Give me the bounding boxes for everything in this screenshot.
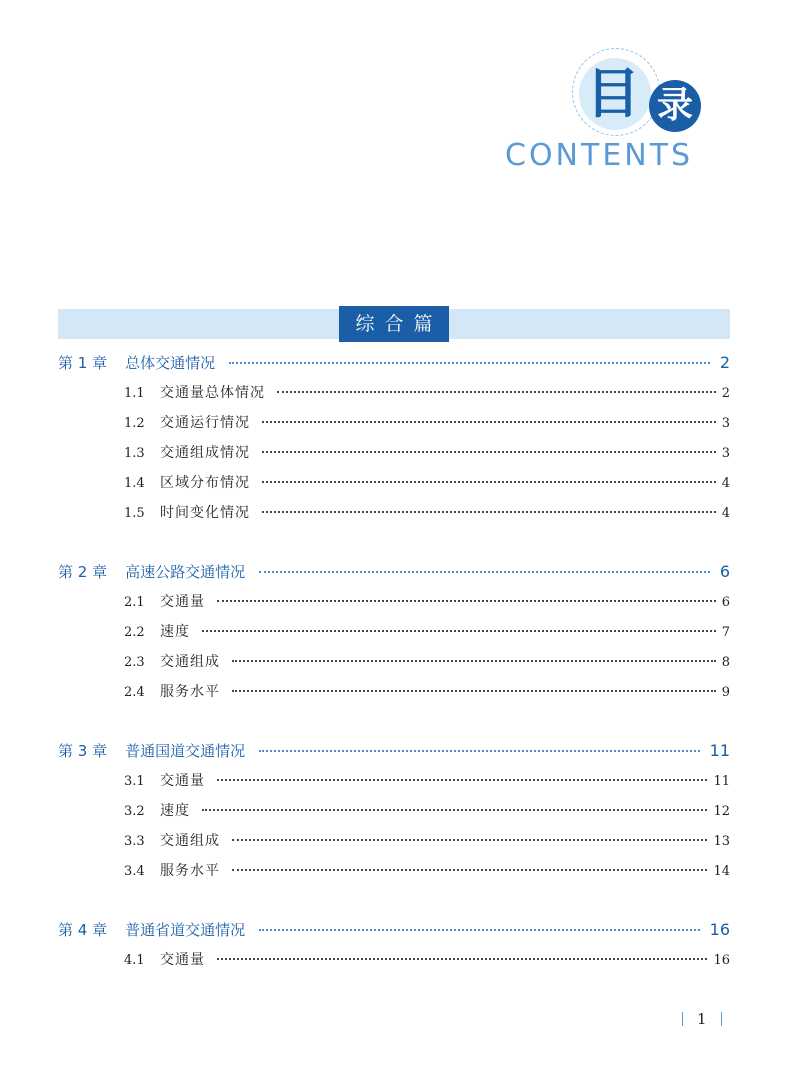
section-page-number: 4 — [721, 506, 730, 521]
toc-section-entry[interactable] — [58, 681, 730, 711]
toc-section-entry[interactable] — [58, 442, 730, 472]
chapter-label: 第 2 章 — [58, 563, 108, 581]
section-title: 交通运行情况 — [160, 415, 250, 431]
section-page-number: 12 — [713, 804, 730, 819]
section-number: 2.4 — [124, 685, 145, 700]
section-page-number: 9 — [721, 685, 730, 700]
section-title: 交通量 — [160, 594, 205, 610]
dot-leader — [202, 809, 707, 811]
dot-leader — [277, 391, 716, 393]
dot-leader — [217, 600, 716, 602]
chapter-page-number: 11 — [709, 741, 730, 760]
section-title: 综合篇 — [339, 306, 449, 342]
section-title: 交通组成 — [160, 833, 220, 849]
section-number: 3.4 — [124, 864, 145, 879]
chapter-gap — [58, 890, 730, 919]
section-page-number: 6 — [721, 595, 730, 610]
section-page-number: 11 — [713, 774, 730, 789]
toc-chapter-entry[interactable] — [58, 740, 730, 770]
dot-leader — [259, 929, 700, 931]
section-page-number: 4 — [721, 476, 730, 491]
section-title: 服务水平 — [160, 684, 220, 700]
toc-chapter-entry[interactable] — [58, 352, 730, 382]
toc-section-entry[interactable] — [58, 502, 730, 532]
section-page-number: 7 — [721, 625, 730, 640]
chapter-page-number: 6 — [719, 562, 730, 581]
section-page-number: 3 — [721, 416, 730, 431]
page-number: 1 — [697, 1010, 707, 1028]
chapter-page-number: 16 — [709, 920, 730, 939]
toc-section-entry[interactable] — [58, 651, 730, 681]
dot-leader — [262, 511, 716, 513]
dot-leader — [229, 362, 710, 364]
section-number: 1.5 — [124, 506, 145, 521]
section-page-number: 2 — [721, 386, 730, 401]
section-number: 3.2 — [124, 804, 145, 819]
toc-emblem — [0, 0, 790, 200]
toc-chapter-entry[interactable] — [58, 919, 730, 949]
footer-divider-right — [721, 1012, 722, 1026]
chapter-title: 普通国道交通情况 — [125, 742, 246, 760]
dot-leader — [232, 839, 707, 841]
section-title: 交通量 — [160, 952, 205, 968]
toc-section-entry[interactable] — [58, 472, 730, 502]
section-title: 速度 — [160, 624, 190, 640]
dot-leader — [232, 660, 716, 662]
section-page-number: 16 — [713, 953, 730, 968]
section-page-number: 13 — [713, 834, 730, 849]
title-char-lu: 录 — [656, 85, 693, 126]
toc-section-entry[interactable] — [58, 591, 730, 621]
chapter-title: 普通省道交通情况 — [125, 921, 246, 939]
dot-leader — [262, 421, 716, 423]
section-number: 2.1 — [124, 595, 145, 610]
section-number: 1.2 — [124, 416, 145, 431]
section-title: 时间变化情况 — [160, 505, 250, 521]
section-number: 3.1 — [124, 774, 145, 789]
section-page-number: 8 — [721, 655, 730, 670]
dot-leader — [262, 481, 716, 483]
section-title: 区域分布情况 — [160, 475, 250, 491]
dot-leader — [232, 869, 707, 871]
toc-section-entry[interactable] — [58, 860, 730, 890]
section-title: 交通量总体情况 — [160, 385, 265, 401]
footer-divider-left — [682, 1012, 683, 1026]
section-number: 2.3 — [124, 655, 145, 670]
title-char-mu: 目 — [586, 62, 640, 125]
toc-section-entry[interactable] — [58, 382, 730, 412]
chapter-page-number: 2 — [719, 353, 730, 372]
chapter-gap — [58, 711, 730, 740]
dot-leader — [232, 690, 716, 692]
section-number: 1.1 — [124, 386, 145, 401]
section-page-number: 3 — [721, 446, 730, 461]
dot-leader — [217, 958, 707, 960]
chapter-gap — [58, 532, 730, 561]
page-footer — [682, 1010, 722, 1028]
section-number: 3.3 — [124, 834, 145, 849]
chapter-title: 高速公路交通情况 — [125, 563, 246, 581]
section-number: 4.1 — [124, 953, 145, 968]
section-page-number: 14 — [713, 864, 730, 879]
chapter-label: 第 3 章 — [58, 742, 108, 760]
chapter-label: 第 4 章 — [58, 921, 108, 939]
dot-leader — [259, 571, 710, 573]
table-of-contents — [58, 352, 730, 979]
toc-section-entry[interactable] — [58, 830, 730, 860]
chapter-label: 第 1 章 — [58, 354, 108, 372]
section-title: 服务水平 — [160, 863, 220, 879]
section-title: 速度 — [160, 803, 190, 819]
toc-section-entry[interactable] — [58, 800, 730, 830]
section-number: 2.2 — [124, 625, 145, 640]
toc-section-entry[interactable] — [58, 412, 730, 442]
dot-leader — [217, 779, 707, 781]
section-number: 1.3 — [124, 446, 145, 461]
section-title: 交通量 — [160, 773, 205, 789]
dot-leader — [262, 451, 716, 453]
section-title: 交通组成情况 — [160, 445, 250, 461]
chapter-title: 总体交通情况 — [125, 354, 216, 372]
section-title: 交通组成 — [160, 654, 220, 670]
section-number: 1.4 — [124, 476, 145, 491]
dot-leader — [202, 630, 716, 632]
contents-subtitle: CONTENTS — [505, 138, 694, 173]
toc-chapter-entry[interactable] — [58, 561, 730, 591]
toc-section-entry[interactable] — [58, 621, 730, 651]
toc-section-entry[interactable] — [58, 949, 730, 979]
toc-section-entry[interactable] — [58, 770, 730, 800]
dot-leader — [259, 750, 700, 752]
